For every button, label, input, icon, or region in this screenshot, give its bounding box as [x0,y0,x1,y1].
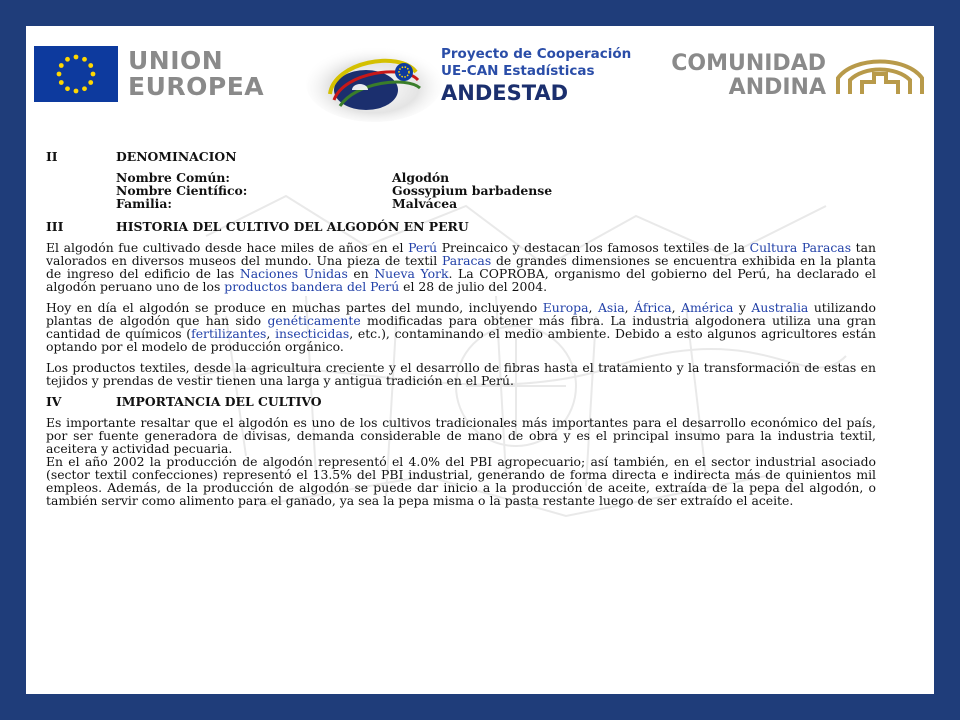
link-nueva-york[interactable]: Nueva York [374,266,449,281]
text-run: , [624,300,635,315]
eu-logo-text [128,48,264,100]
eu-star-icon [74,55,79,60]
section-heading-historia [46,220,876,233]
project-line-2: UE-CAN Estadísticas [441,63,595,79]
section-heading-denominacion [46,150,876,163]
text-run: , etc.), contaminando el medio ambiente. Debido a esto algunos agricultores están optando por el modelo de producción orgánico. [46,326,876,354]
eu-star-icon [65,57,70,62]
row-label: Nombre Común: [116,170,230,185]
importancia-paragraph-1: Es importante resaltar que el algodón es uno de los cultivos tradicionales más importantes para el desarrollo económico del país, por ser fuente generadora de divisas, demanda considerable de mano de obra y es el principal insumo para la industria textil, aceitera y actividad pecuaria. [46,415,876,456]
text-run: . La COPROBA, organismo del gobierno del Perú, ha declarado el algodón peruano uno de los [46,266,876,294]
section-number: II [46,149,58,164]
section-title: IMPORTANCIA DEL CULTIVO [116,394,322,409]
link-productos-bandera[interactable]: productos bandera del Perú [224,279,400,294]
text-run: de grandes dimensiones se encuentra exhibida en la planta de ingreso del edificio de las [46,253,877,281]
text-run: , [671,300,682,315]
eu-star-icon [91,72,96,77]
can-logo-line-2: ANDINA [728,75,826,100]
can-logo-text [664,52,826,100]
can-logo-line-1: COMUNIDAD [671,51,826,76]
text-run: , [266,326,276,341]
link-insecticidas[interactable]: insecticidas [275,326,350,341]
denominacion-row [116,184,876,197]
link-paracas[interactable]: Paracas [442,253,492,268]
section-title: HISTORIA DEL CULTIVO DEL ALGODÓN EN PERU [116,219,469,234]
eu-flag-icon [34,46,118,102]
eu-star-icon [74,89,79,94]
link-europa[interactable]: Europa [542,300,589,315]
text-run: y [733,300,752,315]
row-value: Malvácea [392,196,458,211]
link-america[interactable]: América [681,300,734,315]
eu-star-icon [88,63,93,68]
eu-star-icon [65,86,70,91]
project-name: ANDESTAD [441,81,569,105]
eu-logo-line-2: EUROPEA [128,72,265,101]
eu-star-icon [82,86,87,91]
link-africa[interactable]: África [634,300,672,315]
eu-logo-line-1: UNION [128,46,224,75]
header-logos [26,26,934,136]
text-run: El algodón fue cultivado desde hace miles de años en el [46,240,409,255]
text-run: Hoy en día el algodón se produce en muchas partes del mundo, incluyendo [46,300,543,315]
row-label: Nombre Científico: [116,183,248,198]
historia-paragraph-3: Los productos textiles, desde la agricultura creciente y el desarrollo de fibras hasta el tratamiento y la transformación de estas en tejidos y prendas de vestir tienen una larga y antigua tradición en el Perú. [46,360,876,388]
link-naciones-unidas[interactable]: Naciones Unidas [239,266,348,281]
text-run: modificadas para obtener más fibra. La industria algodonera utiliza una gran cantidad de químicos ( [46,313,876,341]
row-value: Gossypium barbadense [392,183,553,198]
slide [26,26,934,694]
comunidad-andina-emblem-icon [834,50,926,96]
eu-star-icon [59,80,64,85]
link-fertilizantes[interactable]: fertilizantes [191,326,267,341]
row-label: Familia: [116,196,172,211]
section-title: DENOMINACION [116,149,237,164]
importancia-paragraph-2: En el año 2002 la producción de algodón representó el 4.0% del PBI agropecuario; así también, en el sector industrial asociado (sector textil confecciones) representó el 13.5% del PBI industrial, generando de forma directa e indirecta más de quinientos mil empleos. Además, de la producción de algodón se puede dar inicio a la producción de aceite, extraída de la pepa del algodón, o también servir como alimento para el ganado, ya sea la pepa misma o la pasta restante luego de ser extraído el aceite. [46,454,876,508]
andestad-emblem-icon [304,42,444,122]
section-heading-importancia [46,395,876,408]
denominacion-table [116,171,876,210]
text-run: en [347,266,375,281]
eu-logo [34,46,279,102]
link-australia[interactable]: Australia [751,300,809,315]
historia-paragraph-2 [46,301,876,353]
text-run: el 28 de julio del 2004. [399,279,548,294]
link-peru[interactable]: Perú [408,240,438,255]
text-run: utilizando plantas de algodón que han sido [46,300,876,328]
denominacion-row [116,197,876,210]
eu-star-icon [59,63,64,68]
eu-star-icon [82,57,87,62]
text-run: Preincaico y destacan los famosos textiles de la [437,240,750,255]
link-asia[interactable]: Asia [597,300,625,315]
text-run: , [588,300,598,315]
project-line-1: Proyecto de Cooperación [441,46,632,62]
section-number: III [46,219,64,234]
section-number: IV [46,394,62,409]
link-cultura-paracas[interactable]: Cultura Paracas [749,240,852,255]
document-body [46,150,876,515]
andestad-project-text [441,46,631,106]
row-value: Algodón [392,170,450,185]
eu-star-icon [57,72,62,77]
eu-star-icon [88,80,93,85]
link-geneticamente[interactable]: genéticamente [267,313,361,328]
historia-paragraph-1 [46,241,876,293]
text-run: tan valorados en diversos museos del mundo. Una pieza de textil [46,240,876,268]
